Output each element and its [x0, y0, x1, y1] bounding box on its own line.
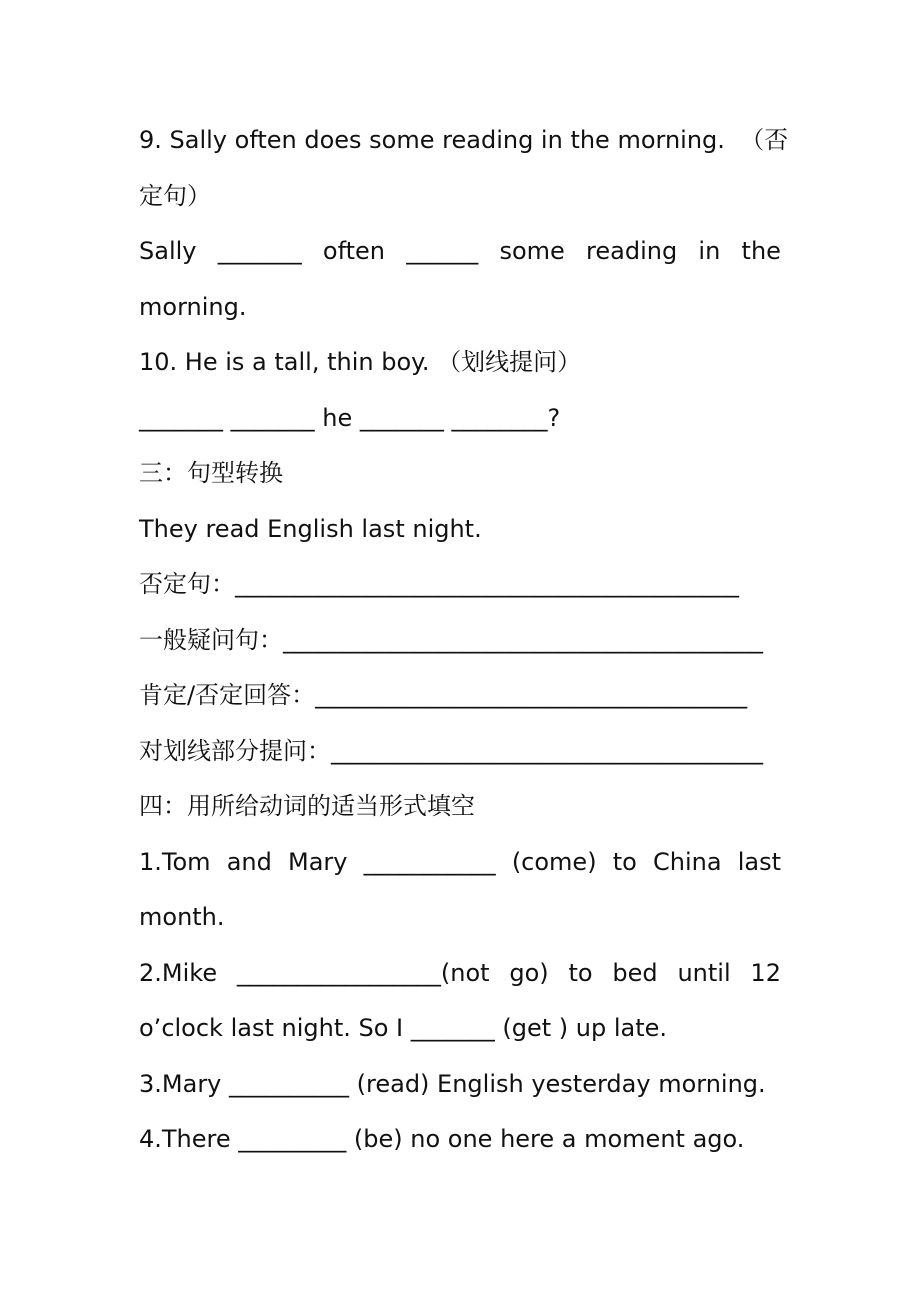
word: Sally — [139, 237, 197, 265]
word: and — [226, 847, 272, 876]
word: to — [568, 958, 593, 987]
word: China — [652, 847, 722, 876]
word: bed — [612, 958, 658, 987]
word: go) — [509, 958, 549, 987]
word: (come) — [511, 847, 597, 876]
word: in — [698, 237, 721, 265]
question-9-continued: 定句） — [139, 181, 211, 210]
section-4-question-3: 3.Mary __________ (read) English yesterday morning. — [139, 1069, 766, 1098]
word: Mary — [288, 847, 348, 876]
section-3-sentence: They read English last night. — [139, 514, 482, 543]
word: 1.Tom — [139, 847, 211, 876]
word: reading — [586, 237, 678, 265]
question-10: 10. He is a tall, thin boy. （划线提问） — [139, 348, 582, 376]
word: to — [612, 847, 637, 876]
section-3-negative: 否定句：__________________________________________ — [139, 570, 739, 598]
section-4-question-1-continued: month. — [139, 903, 225, 931]
section-4-heading: 四：用所给动词的适当形式填空 — [139, 792, 475, 820]
section-4-question-1 — [139, 835, 781, 891]
section-3-heading: 三：句型转换 — [139, 459, 283, 487]
section-3-underline-question: 对划线部分提问：____________________________________ — [139, 736, 763, 765]
section-3-question: 一般疑问句：________________________________________ — [139, 625, 763, 654]
word: some — [499, 237, 565, 265]
question-10-answer: _______ _______ he _______ ________? — [139, 403, 561, 432]
word: until — [677, 958, 731, 987]
blank: ___________ — [363, 847, 496, 876]
word: often — [322, 237, 386, 265]
blank: _________________(not — [236, 958, 490, 987]
worksheet-page — [139, 113, 789, 1168]
section-4-question-2-continued: o’clock last night. So I _______ (get ) up late. — [139, 1014, 668, 1042]
blank: ______ — [406, 237, 479, 265]
question-9-answer-line — [139, 224, 781, 280]
blank: _______ — [217, 237, 302, 265]
section-4-question-4: 4.There _________ (be) no one here a moment ago. — [139, 1125, 745, 1153]
question-9-answer-continued: morning. — [139, 292, 247, 321]
word: 12 — [750, 958, 781, 987]
question-9: 9. Sally often does some reading in the morning. （否 — [139, 126, 789, 154]
section-3-short-answer: 肯定/否定回答：____________________________________ — [139, 681, 748, 709]
word: 2.Mike — [139, 958, 218, 987]
word: last — [737, 847, 781, 876]
word: the — [741, 237, 781, 265]
section-4-question-2 — [139, 946, 781, 1002]
